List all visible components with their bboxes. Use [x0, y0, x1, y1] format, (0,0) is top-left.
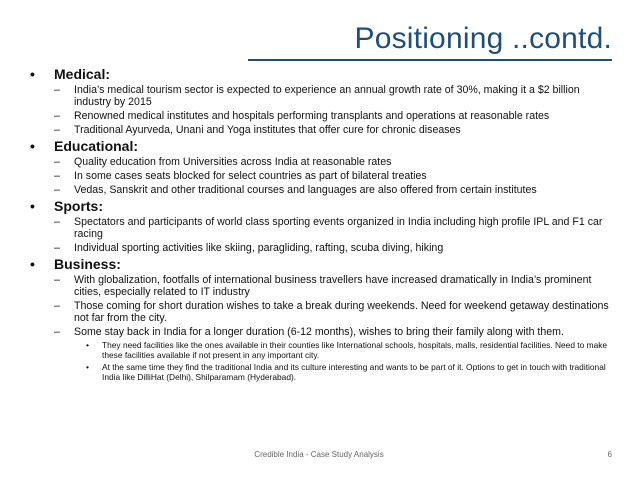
- section-heading: Business:: [54, 256, 121, 272]
- dash-icon: –: [54, 156, 60, 168]
- list-item-text: Individual sporting activities like skiing, paragliding, rafting, scuba diving, hiking: [74, 242, 444, 254]
- list-item: [54, 84, 615, 108]
- dash-icon: –: [54, 124, 60, 136]
- bullet-icon: •: [30, 138, 35, 154]
- section-business: [30, 256, 615, 382]
- dash-icon: –: [54, 170, 60, 182]
- bullet-icon: •: [30, 66, 35, 82]
- section-heading-row: [30, 66, 615, 82]
- title-area: [0, 22, 612, 56]
- dash-icon: –: [54, 184, 60, 196]
- list-item: [54, 170, 615, 182]
- list-item: [54, 216, 615, 240]
- slide-body: [30, 64, 615, 384]
- list-item: [54, 124, 615, 136]
- list-item: [54, 110, 615, 122]
- list-item-text: Vedas, Sanskrit and other traditional courses and languages are also offered from certain institutes: [74, 184, 537, 196]
- bullet-icon: •: [30, 198, 35, 214]
- dash-icon: –: [54, 84, 60, 96]
- footer-text: Credible India - Case Study Analysis: [254, 450, 384, 459]
- sub-list-item: [86, 362, 615, 382]
- section-heading: Medical:: [54, 66, 111, 82]
- list-item: [54, 300, 615, 324]
- list-item: [54, 326, 615, 338]
- dash-icon: –: [54, 216, 60, 228]
- sub-list-item: [86, 340, 615, 360]
- list-item-text: Some stay back in India for a longer duration (6-12 months), wishes to bring their family along with them.: [74, 326, 564, 338]
- section-educational: [30, 138, 615, 196]
- dash-icon: –: [54, 326, 60, 338]
- section-heading-row: [30, 256, 615, 272]
- list-item-text: Those coming for short duration wishes to take a break during weekends. Need for weekend getaway destinations not far from the city.: [74, 300, 609, 324]
- slide-title: Positioning ..contd.: [354, 22, 612, 55]
- title-underline: [248, 59, 612, 61]
- section-sports: [30, 198, 615, 254]
- dash-icon: –: [54, 300, 60, 312]
- bullet-icon: •: [86, 362, 89, 372]
- sub-list-item-text: They need facilities like the ones available in their counties like International schools, hospitals, malls, residential facilities. Need to make these facilities available if not present in any important city.: [102, 340, 608, 360]
- list-item-text: Renowned medical institutes and hospitals performing transplants and operations at reasonable rates: [74, 110, 550, 122]
- section-medical: [30, 66, 615, 136]
- list-item-text: With globalization, footfalls of international business travellers have increased dramatically in India’s prominent cities, especially related to IT industry: [74, 274, 592, 298]
- list-item-text: In some cases seats blocked for select countries as part of bilateral treaties: [74, 170, 427, 182]
- list-item: [54, 242, 615, 254]
- list-item-text: Traditional Ayurveda, Unani and Yoga institutes that offer cure for chronic diseases: [74, 124, 461, 136]
- list-item: [54, 274, 615, 298]
- section-heading: Sports:: [54, 198, 103, 214]
- list-item-text: Quality education from Universities across India at reasonable rates: [74, 156, 392, 168]
- list-item: [54, 156, 615, 168]
- sub-list-item-text: At the same time they find the traditional India and its culture interesting and wants to be part of it. Options to get in touch with traditional India like DilliHat (Delhi), Shilparamam (Hyderabad).: [102, 362, 606, 382]
- page-number: 6: [607, 450, 612, 459]
- list-item: [54, 184, 615, 196]
- dash-icon: –: [54, 274, 60, 286]
- section-heading-row: [30, 138, 615, 154]
- dash-icon: –: [54, 242, 60, 254]
- dash-icon: –: [54, 110, 60, 122]
- bullet-icon: •: [30, 256, 35, 272]
- section-heading-row: [30, 198, 615, 214]
- list-item-text: Spectators and participants of world class sporting events organized in India including high profile IPL and F1 car racing: [74, 216, 603, 240]
- bullet-icon: •: [86, 340, 89, 350]
- section-heading: Educational:: [54, 138, 139, 154]
- list-item-text: India’s medical tourism sector is expected to experience an annual growth rate of 30%, making it a $2 billion industry by 2015: [74, 84, 580, 108]
